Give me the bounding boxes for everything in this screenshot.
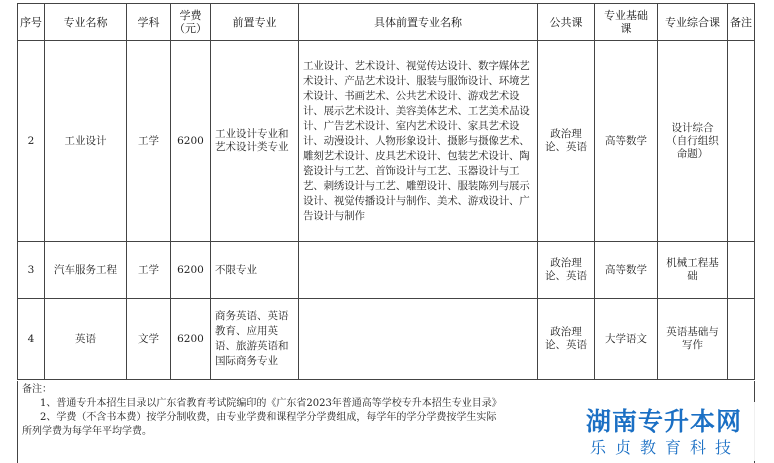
watermark-logo <box>580 402 774 461</box>
admission-table <box>17 3 755 380</box>
row-major: 英语 <box>45 299 127 380</box>
header-fee <box>171 4 211 41</box>
note-line-1: 1、普通专升本招生目录以广东省教育考试院编印的《广东省2023年普通高等学校专升本招生专业目录》 <box>40 398 502 409</box>
header-prereq-detail: 具体前置专业名称 <box>299 4 538 41</box>
row-remarks <box>728 299 755 380</box>
note-line-3: 所列学费为每学年平均学费。 <box>22 426 152 437</box>
header-public-course: 公共课 <box>538 4 595 41</box>
header-index: 序号 <box>18 4 45 41</box>
row-prereq: 不限专业 <box>211 242 299 299</box>
row-discipline: 工学 <box>127 41 171 242</box>
row-public-course: 政治理论、英语 <box>538 242 595 299</box>
header-remarks: 备注 <box>728 4 755 41</box>
row-remarks <box>728 41 755 242</box>
row-comprehensive: 机械工程基础 <box>658 242 728 299</box>
row-comprehensive: 设计综合（自行组织命题） <box>658 41 728 242</box>
header-basic-line1: 专业基础 <box>604 9 648 22</box>
row-public-course: 政治理论、英语 <box>538 299 595 380</box>
row-prereq-detail <box>299 242 538 299</box>
table-row <box>18 242 755 299</box>
row-remarks <box>728 242 755 299</box>
header-prereq: 前置专业 <box>211 4 299 41</box>
notes-title: 备注： <box>22 384 52 395</box>
row-public-course: 政治理论、英语 <box>538 41 595 242</box>
header-row <box>18 4 755 41</box>
watermark-subtitle: 乐贞教育科技 <box>590 438 741 457</box>
row-index: 3 <box>18 242 45 299</box>
header-major: 专业名称 <box>45 4 127 41</box>
header-basic-line2: 课 <box>620 22 632 35</box>
row-discipline: 文学 <box>127 299 171 380</box>
row-fee: 6200 <box>171 242 211 299</box>
row-prereq: 商务英语、英语教育、应用英语、旅游英语和国际商务专业 <box>211 299 299 380</box>
note-line-2: 2、学费（不含书本费）按学分制收费，由专业学费和课程学分学费组成，每学年的学分学费按学生实际 <box>40 412 497 423</box>
row-prereq-detail: 工业设计、艺术设计、视觉传达设计、数字媒体艺术设计、产品艺术设计、服装与服饰设计、环境艺术设计、书画艺术、公共艺术设计、游戏艺术设计、展示艺术设计、美容美体艺术、工艺美术品设计、广告艺术设计、室内艺术设计、家具艺术设计、动漫设计、人物形象设计、摄影与摄像艺术、雕刻艺术设计、皮具艺术设计、包装艺术设计、陶瓷设计与工艺、首饰设计与工艺、玉器设计与工艺、刺绣设计与工艺、雕塑设计、服装陈列与展示设计、视觉传播设计与制作、美术、游戏设计、广告设计与制作 <box>299 41 538 242</box>
header-comprehensive: 专业综合课 <box>658 4 728 41</box>
row-major: 汽车服务工程 <box>45 242 127 299</box>
row-basic-course: 高等数学 <box>595 41 658 242</box>
row-index: 4 <box>18 299 45 380</box>
header-fee-line1: 学费 <box>179 9 202 22</box>
watermark-title: 湖南专升本网 <box>586 407 743 436</box>
row-basic-course: 高等数学 <box>595 242 658 299</box>
row-fee: 6200 <box>171 41 211 242</box>
row-basic-course: 大学语文 <box>595 299 658 380</box>
header-discipline: 学科 <box>127 4 171 41</box>
row-discipline: 工学 <box>127 242 171 299</box>
header-fee-line2: （元） <box>174 22 207 35</box>
table-row <box>18 299 755 380</box>
row-index: 2 <box>18 41 45 242</box>
row-prereq: 工业设计专业和艺术设计类专业 <box>211 41 299 242</box>
row-prereq-detail <box>299 299 538 380</box>
header-basic-course <box>595 4 658 41</box>
row-major: 工业设计 <box>45 41 127 242</box>
row-comprehensive: 英语基础与写作 <box>658 299 728 380</box>
row-fee: 6200 <box>171 299 211 380</box>
table-row <box>18 41 755 242</box>
